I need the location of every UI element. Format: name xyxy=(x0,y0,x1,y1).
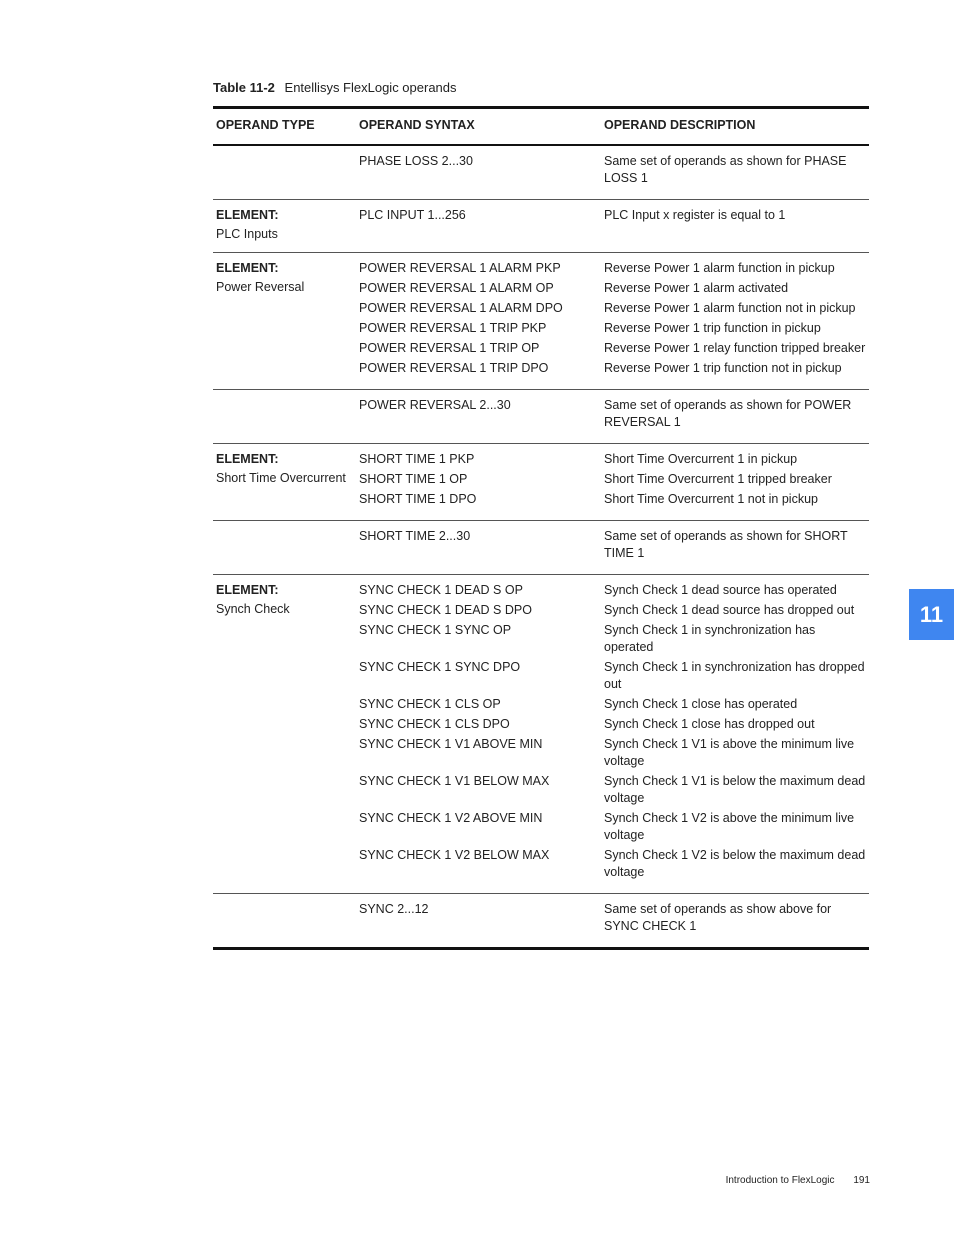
page-number: 191 xyxy=(853,1175,870,1186)
operand-type-heading: ELEMENT: xyxy=(216,583,279,597)
operand-syntax-cell xyxy=(356,253,601,390)
operand-description: Same set of operands as shown for PHASE LOSS 1 xyxy=(604,154,847,185)
operand-syntax: POWER REVERSAL 1 ALARM PKP xyxy=(359,261,561,275)
operand-type-name: Synch Check xyxy=(216,602,290,616)
operand-type-cell xyxy=(213,145,356,200)
table-header-row xyxy=(213,108,869,146)
operand-syntax: POWER REVERSAL 1 TRIP DPO xyxy=(359,361,549,375)
operand-description: Same set of operands as shown for SHORT TIME 1 xyxy=(604,529,848,560)
chapter-tab: 11 xyxy=(909,589,954,640)
operand-syntax: SYNC CHECK 1 V2 BELOW MAX xyxy=(359,848,550,862)
operand-description: Same set of operands as shown for POWER REVERSAL 1 xyxy=(604,398,852,429)
operand-type-cell xyxy=(213,390,356,444)
operand-syntax-cell xyxy=(356,390,601,444)
operand-description-cell xyxy=(601,575,869,894)
operand-description: Synch Check 1 V1 is below the maximum dead voltage xyxy=(604,774,866,805)
operand-syntax: SYNC CHECK 1 V2 ABOVE MIN xyxy=(359,811,543,825)
operand-type-name: Short Time Overcurrent xyxy=(216,471,346,485)
table-row xyxy=(213,253,869,390)
operand-description: Synch Check 1 dead source has dropped out xyxy=(604,603,855,617)
operand-description-cell xyxy=(601,521,869,575)
operand-syntax: SHORT TIME 1 PKP xyxy=(359,452,475,466)
operand-type-cell xyxy=(213,200,356,253)
operand-syntax: POWER REVERSAL 1 ALARM OP xyxy=(359,281,554,295)
operand-syntax: SYNC CHECK 1 DEAD S OP xyxy=(359,583,523,597)
operand-syntax: SHORT TIME 2...30 xyxy=(359,529,471,543)
operand-type-cell xyxy=(213,444,356,521)
operand-syntax-cell xyxy=(356,145,601,200)
operand-syntax-cell xyxy=(356,575,601,894)
operand-type-cell xyxy=(213,575,356,894)
operand-syntax-cell xyxy=(356,200,601,253)
operand-syntax: SYNC CHECK 1 DEAD S DPO xyxy=(359,603,532,617)
operand-type-cell xyxy=(213,253,356,390)
operand-syntax: POWER REVERSAL 1 TRIP OP xyxy=(359,341,540,355)
operand-type-cell xyxy=(213,521,356,575)
operand-syntax: POWER REVERSAL 2...30 xyxy=(359,398,511,412)
operand-syntax: SYNC CHECK 1 CLS OP xyxy=(359,697,501,711)
operand-syntax: SHORT TIME 1 OP xyxy=(359,472,468,486)
operand-description: Reverse Power 1 alarm function in pickup xyxy=(604,261,835,275)
operand-description: Synch Check 1 close has dropped out xyxy=(604,717,815,731)
operand-syntax-cell xyxy=(356,521,601,575)
operand-type-cell xyxy=(213,894,356,949)
operand-syntax: SYNC CHECK 1 V1 ABOVE MIN xyxy=(359,737,543,751)
operand-type-heading: ELEMENT: xyxy=(216,261,279,275)
table-body xyxy=(213,145,869,949)
table-row xyxy=(213,200,869,253)
operand-description: Synch Check 1 in synchronization has operated xyxy=(604,623,816,654)
operand-syntax: PLC INPUT 1...256 xyxy=(359,208,466,222)
operand-syntax-cell xyxy=(356,444,601,521)
operand-description: Synch Check 1 V2 is above the minimum live voltage xyxy=(604,811,855,842)
operand-description-cell xyxy=(601,894,869,949)
operand-description: Short Time Overcurrent 1 not in pickup xyxy=(604,492,818,506)
operand-description: Synch Check 1 close has operated xyxy=(604,697,798,711)
table-row xyxy=(213,145,869,200)
table-row xyxy=(213,894,869,949)
operand-description-cell xyxy=(601,253,869,390)
operand-description: Synch Check 1 in synchronization has dropped out xyxy=(604,660,865,691)
operand-description: Short Time Overcurrent 1 tripped breaker xyxy=(604,472,832,486)
operand-description: Reverse Power 1 relay function tripped breaker xyxy=(604,341,866,355)
operand-description: Synch Check 1 V1 is above the minimum live voltage xyxy=(604,737,855,768)
operand-description: Reverse Power 1 trip function not in pickup xyxy=(604,361,842,375)
operand-description: Same set of operands as show above for SYNC CHECK 1 xyxy=(604,902,832,933)
operand-syntax: POWER REVERSAL 1 ALARM DPO xyxy=(359,301,563,315)
operand-description-cell xyxy=(601,200,869,253)
table-caption xyxy=(213,80,457,95)
operand-syntax: SYNC CHECK 1 CLS DPO xyxy=(359,717,510,731)
header-operand-description: OPERAND DESCRIPTION xyxy=(601,108,869,146)
operand-description: Synch Check 1 dead source has operated xyxy=(604,583,837,597)
operands-table xyxy=(213,106,869,950)
operand-description: Synch Check 1 V2 is below the maximum dead voltage xyxy=(604,848,866,879)
operand-type-name: Power Reversal xyxy=(216,280,305,294)
operand-type-name: PLC Inputs xyxy=(216,227,278,241)
operand-syntax: POWER REVERSAL 1 TRIP PKP xyxy=(359,321,547,335)
operand-syntax: SYNC 2...12 xyxy=(359,902,429,916)
operand-syntax: SHORT TIME 1 DPO xyxy=(359,492,477,506)
footer-section: Introduction to FlexLogic xyxy=(725,1175,835,1186)
table-row xyxy=(213,521,869,575)
header-operand-syntax: OPERAND SYNTAX xyxy=(356,108,601,146)
operand-syntax-cell xyxy=(356,894,601,949)
operand-description: Reverse Power 1 alarm function not in pickup xyxy=(604,301,856,315)
operand-type-heading: ELEMENT: xyxy=(216,208,279,222)
table-title: Entellisys FlexLogic operands xyxy=(284,80,457,95)
header-operand-type: OPERAND TYPE xyxy=(213,108,356,146)
operand-description-cell xyxy=(601,444,869,521)
operand-description: Reverse Power 1 trip function in pickup xyxy=(604,321,821,335)
operand-syntax: PHASE LOSS 2...30 xyxy=(359,154,473,168)
table-row xyxy=(213,575,869,894)
operand-description: Short Time Overcurrent 1 in pickup xyxy=(604,452,798,466)
operand-syntax: SYNC CHECK 1 V1 BELOW MAX xyxy=(359,774,550,788)
table-number: Table 11-2 xyxy=(213,80,275,95)
operand-syntax: SYNC CHECK 1 SYNC OP xyxy=(359,623,512,637)
operand-type-heading: ELEMENT: xyxy=(216,452,279,466)
operand-description-cell xyxy=(601,390,869,444)
operand-description-cell xyxy=(601,145,869,200)
operand-description: PLC Input x register is equal to 1 xyxy=(604,208,786,222)
page-footer xyxy=(726,1175,870,1186)
operand-syntax: SYNC CHECK 1 SYNC DPO xyxy=(359,660,521,674)
table-row xyxy=(213,390,869,444)
operand-description: Reverse Power 1 alarm activated xyxy=(604,281,789,295)
table-row xyxy=(213,444,869,521)
